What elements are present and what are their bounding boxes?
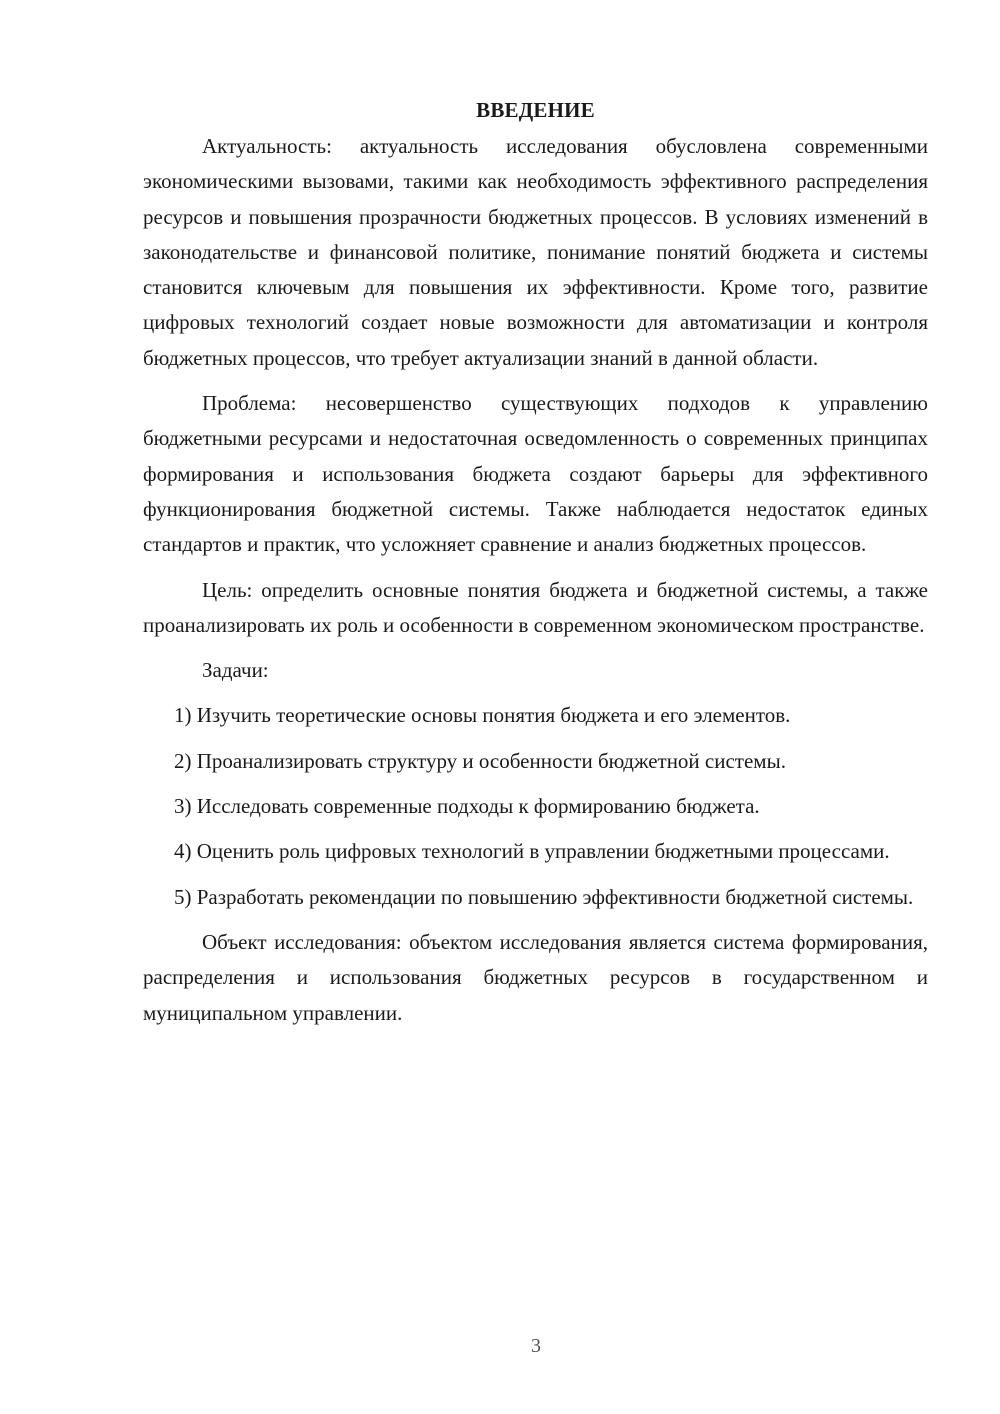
section-title: ВВЕДЕНИЕ bbox=[476, 98, 595, 122]
tasks-heading: Задачи: bbox=[202, 658, 269, 683]
object-paragraph: Объект исследования: объектом исследования является система формирования, распределения и использования бюджетных ресурсов в государственном и муниципальном управлении. bbox=[143, 929, 928, 1025]
task-item-5: 5) Разработать рекомендации по повышению эффективности бюджетной системы. bbox=[174, 884, 914, 909]
task-item-2: 2) Проанализировать структуру и особенности бюджетной системы. bbox=[174, 748, 786, 773]
goal-paragraph: Цель: определить основные понятия бюджета и бюджетной системы, а также проанализировать их роль и особенности в современном экономическом пространстве. bbox=[143, 577, 928, 637]
page-number: 3 bbox=[531, 1335, 541, 1357]
task-item-3: 3) Исследовать современные подходы к формированию бюджета. bbox=[174, 794, 760, 819]
document-page bbox=[143, 93, 928, 1041]
task-item-1: 1) Изучить теоретические основы понятия бюджета и его элементов. bbox=[174, 703, 791, 728]
task-item-4: 4) Оценить роль цифровых технологий в управлении бюджетными процессами. bbox=[174, 839, 890, 864]
relevance-paragraph: Актуальность: актуальность исследования обусловлена современными экономическими вызовами, такими как необходимость эффективного распределения ресурсов и повышения прозрачности бюджетных процессов. В условиях изменений в законодательстве и финансовой политике, понимание понятий бюджета и системы становится ключевым для повышения их эффективности. Кроме того, развитие цифровых технологий создает новые возможности для автоматизации и контроля бюджетных процессов, что требует актуализации знаний в данной области. bbox=[143, 134, 928, 370]
problem-paragraph: Проблема: несовершенство существующих подходов к управлению бюджетными ресурсами и недостаточная осведомленность о современных принципах формирования и использования бюджета создают барьеры для эффективного функционирования бюджетной системы. Также наблюдается недостаток единых стандартов и практик, что усложняет сравнение и анализ бюджетных процессов. bbox=[143, 391, 928, 557]
